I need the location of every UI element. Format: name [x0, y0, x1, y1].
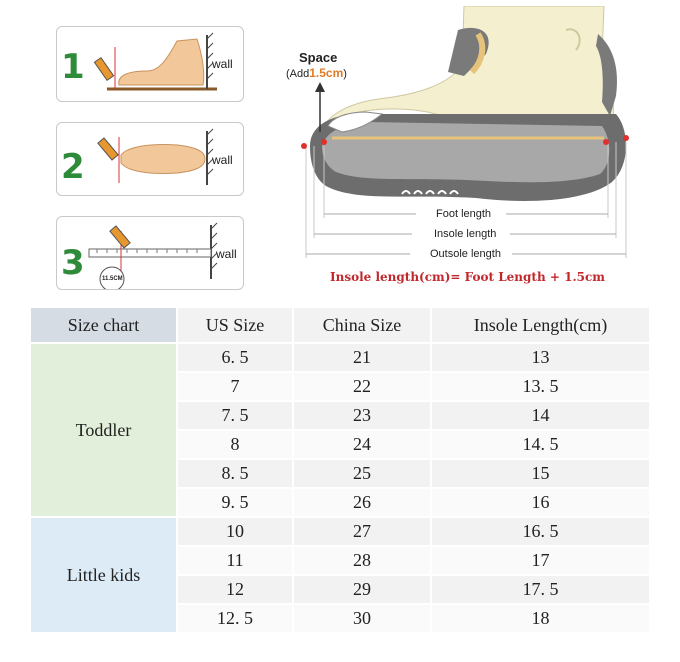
space-title: Space	[299, 50, 338, 65]
table-row	[31, 518, 649, 545]
wall-label-2: wall	[212, 153, 233, 167]
us-size-cell: 8	[178, 431, 292, 458]
step-card-1	[56, 26, 244, 102]
china-size-cell: 29	[294, 576, 430, 603]
china-size-cell: 22	[294, 373, 430, 400]
foot-length-label: Foot length	[436, 208, 492, 220]
size-chart-table	[29, 306, 651, 634]
china-size-cell: 28	[294, 547, 430, 574]
us-size-cell: 7. 5	[178, 402, 292, 429]
insole-length-label: Insole length	[434, 228, 497, 240]
us-size-cell: 12. 5	[178, 605, 292, 632]
china-size-cell: 30	[294, 605, 430, 632]
header-china-size: China Size	[294, 308, 430, 342]
step-number-3: 3	[61, 243, 85, 283]
header-insole-length: Insole Length(cm)	[432, 308, 649, 342]
insole-length-cell: 18	[432, 605, 649, 632]
step-card-3	[56, 216, 244, 290]
us-size-cell: 11	[178, 547, 292, 574]
us-size-cell: 10	[178, 518, 292, 545]
insole-length-cell: 13. 5	[432, 373, 649, 400]
step-card-2	[56, 122, 244, 196]
insole-length-cell: 13	[432, 344, 649, 371]
space-note	[286, 66, 347, 80]
step-number-1: 1	[61, 47, 85, 87]
us-size-cell: 7	[178, 373, 292, 400]
china-size-cell: 23	[294, 402, 430, 429]
group-label-little-kids: Little kids	[31, 518, 176, 632]
us-size-cell: 6. 5	[178, 344, 292, 371]
table-header-row	[31, 308, 649, 342]
header-us-size: US Size	[178, 308, 292, 342]
china-size-cell: 21	[294, 344, 430, 371]
header-size-chart: Size chart	[31, 308, 176, 342]
us-size-cell: 8. 5	[178, 460, 292, 487]
us-size-cell: 9. 5	[178, 489, 292, 516]
insole-length-cell: 14. 5	[432, 431, 649, 458]
insole-length-cell: 16. 5	[432, 518, 649, 545]
table-row	[31, 344, 649, 371]
china-size-cell: 26	[294, 489, 430, 516]
shoe-measurement-diagram	[286, 6, 666, 298]
insole-length-cell: 16	[432, 489, 649, 516]
ruler-badge: 11.5CM	[102, 276, 123, 282]
space-note-suffix: )	[343, 68, 347, 80]
step-number-2: 2	[61, 147, 85, 187]
outsole-length-label: Outsole length	[430, 248, 501, 260]
insole-length-cell: 14	[432, 402, 649, 429]
china-size-cell: 24	[294, 431, 430, 458]
insole-formula: Insole length(cm)= Foot Length + 1.5cm	[330, 270, 605, 284]
space-note-value: 1.5cm	[309, 66, 344, 80]
china-size-cell: 27	[294, 518, 430, 545]
insole-length-cell: 15	[432, 460, 649, 487]
wall-label-3: wall	[216, 247, 237, 261]
insole-length-cell: 17	[432, 547, 649, 574]
china-size-cell: 25	[294, 460, 430, 487]
group-label-toddler: Toddler	[31, 344, 176, 516]
insole-length-cell: 17. 5	[432, 576, 649, 603]
us-size-cell: 12	[178, 576, 292, 603]
space-note-prefix: (Add	[286, 68, 310, 80]
wall-label-1: wall	[212, 57, 233, 71]
